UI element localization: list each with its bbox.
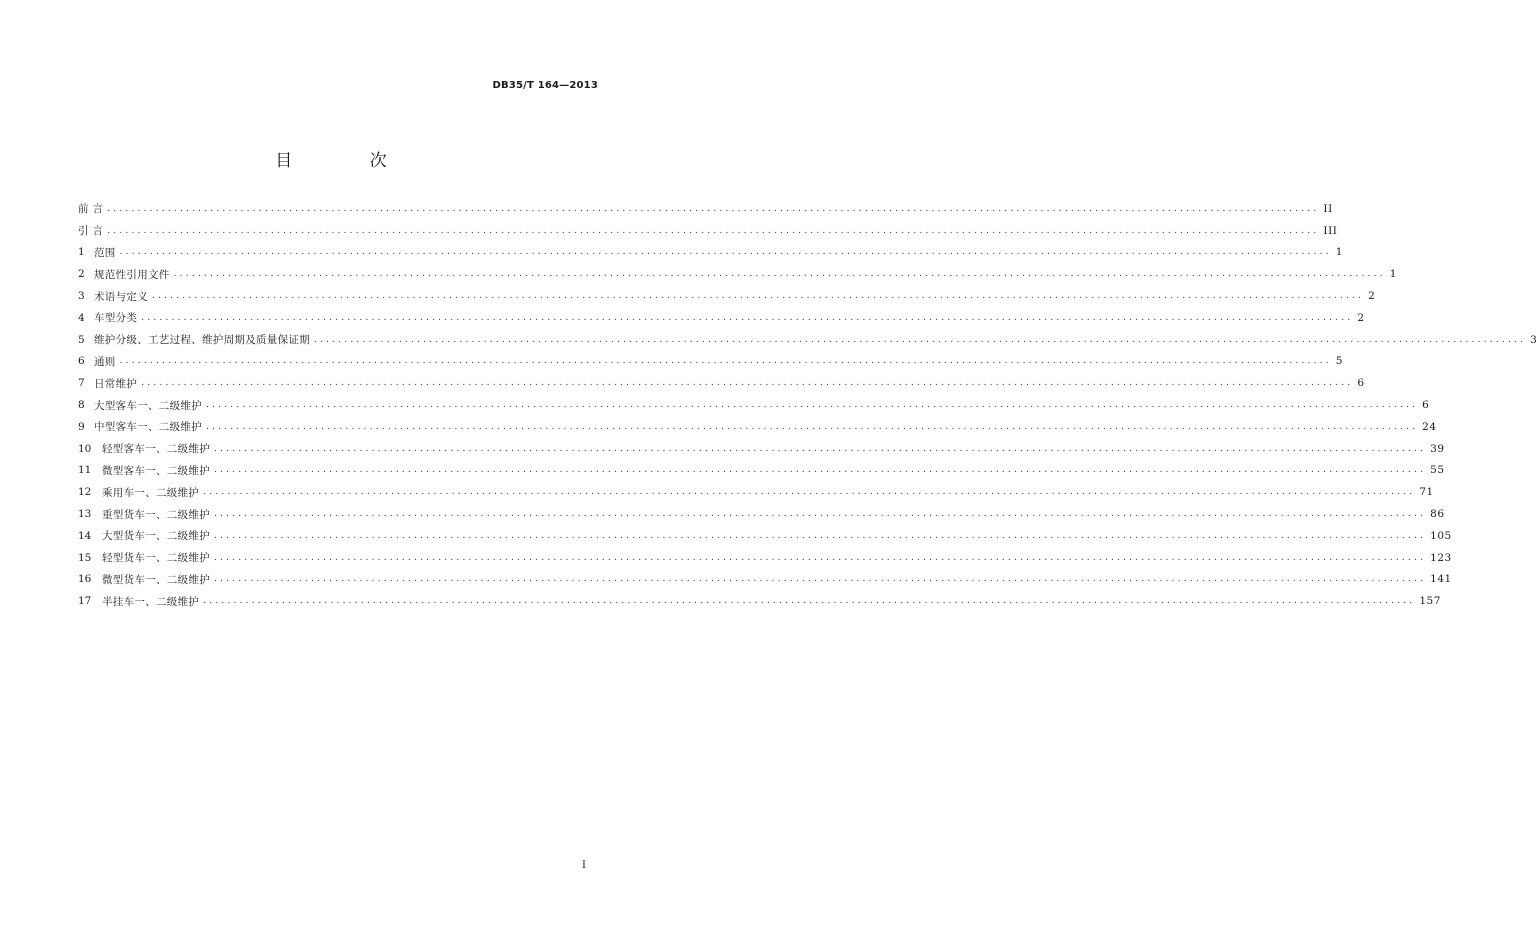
toc-leader-dots: ........................................................................................................................................................................................................ [119,356,1332,367]
toc-entry-2[interactable] [78,263,1397,285]
toc-leader-dots: ........................................................................................................................................................................................................ [214,509,1427,520]
toc-entry-label: 日常维护 [94,377,138,390]
toc-entry-page: 1 [1389,268,1397,281]
toc-entry-page: 6 [1422,399,1430,412]
toc-leader-dots: ........................................................................................................................................................................................................ [214,552,1427,563]
toc-entry-label: 维护分级、工艺过程、维护周期及质量保证期 [94,334,310,347]
toc-entry-page: 123 [1430,551,1452,564]
toc-entry-page: 2 [1357,311,1365,324]
toc-entry-13[interactable] [78,503,1445,525]
toc-leader-dots: ........................................................................................................................................................................................................ [214,530,1427,541]
toc-entry-number: 7 [78,377,85,390]
toc-entry-11[interactable] [78,460,1445,482]
toc-entry-label: 规范性引用文件 [94,268,170,281]
toc-entry-3[interactable] [78,285,1376,307]
toc-entry-number: 11 [78,464,92,477]
toc-entry-9[interactable] [78,416,1437,438]
toc-leader-dots: ........................................................................................................................................................................................................ [152,291,1365,302]
toc-entry-15[interactable] [78,547,1452,569]
toc-leader-dots: ........................................................................................................................................................................................................ [107,203,1320,214]
toc-leader-dots: ........................................................................................................................................................................................................ [206,421,1419,432]
toc-entry-label: 微型客车一、二级维护 [102,464,210,477]
toc-leader-dots: ........................................................................................................................................................................................................ [214,574,1427,585]
toc-entry-number: 3 [78,290,85,303]
toc-entry-label: 半挂车一、二级维护 [102,595,200,608]
toc-entry-label: 乘用车一、二级维护 [102,486,200,499]
toc-entry-1[interactable] [78,242,1343,264]
table-of-contents [78,198,1537,612]
toc-leader-dots: ........................................................................................................................................................................................................ [206,400,1419,411]
toc-entry-label: 轻型货车一、二级维护 [102,552,210,565]
toc-leader-dots: ........................................................................................................................................................................................................ [214,465,1427,476]
toc-entry-page: 3 [1530,333,1537,346]
toc-leader-dots: ........................................................................................................................................................................................................ [141,312,1354,323]
toc-leader-dots: ........................................................................................................................................................................................................ [214,443,1427,454]
toc-entry-page: 141 [1430,573,1452,586]
toc-entry-page: 24 [1422,420,1437,433]
toc-entry-introduction[interactable] [78,220,1338,242]
toc-entry-6[interactable] [78,351,1343,373]
toc-leader-dots: ........................................................................................................................................................................................................ [173,269,1386,280]
toc-entry-label: 术语与定义 [94,290,148,303]
toc-entry-number: 1 [78,246,85,259]
toc-entry-page: 105 [1430,529,1452,542]
toc-entry-number: 4 [78,311,85,324]
toc-entry-label: 前 言 [78,203,104,216]
toc-entry-number: 15 [78,551,92,564]
toc-entry-number: 14 [78,529,92,542]
toc-entry-label: 车型分类 [94,312,138,325]
toc-entry-number: 2 [78,268,85,281]
toc-entry-label: 轻型客车一、二级维护 [102,443,210,456]
toc-title: 目 次 [275,151,423,171]
toc-entry-number: 12 [78,486,92,499]
toc-entry-14[interactable] [78,525,1452,547]
toc-leader-dots: ........................................................................................................................................................................................................ [141,378,1354,389]
toc-entry-10[interactable] [78,438,1445,460]
toc-entry-page: 157 [1419,595,1441,608]
toc-entry-number: 17 [78,595,92,608]
toc-entry-17[interactable] [78,590,1441,612]
toc-entry-label: 大型客车一、二级维护 [94,399,202,412]
toc-entry-8[interactable] [78,394,1430,416]
toc-entry-label: 通则 [94,355,116,368]
toc-entry-7[interactable] [78,372,1365,394]
toc-entry-5[interactable] [78,329,1537,351]
document-code: DB35/T 164—2013 [492,80,598,91]
toc-entry-label: 范围 [94,246,116,259]
toc-entry-foreword[interactable] [78,198,1333,220]
toc-entry-page: II [1323,202,1333,215]
toc-entry-label: 微型货车一、二级维护 [102,573,210,586]
toc-leader-dots: ........................................................................................................................................................................................................ [314,334,1527,345]
toc-leader-dots: ........................................................................................................................................................................................................ [203,487,1416,498]
toc-entry-12[interactable] [78,481,1434,503]
toc-entry-label: 大型货车一、二级维护 [102,530,210,543]
toc-entry-label: 重型货车一、二级维护 [102,508,210,521]
toc-entry-page: 2 [1368,290,1376,303]
toc-entry-number: 6 [78,355,85,368]
toc-leader-dots: ........................................................................................................................................................................................................ [203,596,1416,607]
toc-entry-page: 39 [1430,442,1445,455]
toc-entry-label: 引 言 [78,225,104,238]
toc-entry-label: 中型客车一、二级维护 [94,421,202,434]
toc-entry-page: 6 [1357,377,1365,390]
toc-entry-number: 13 [78,508,92,521]
toc-entry-16[interactable] [78,569,1452,591]
toc-entry-page: 71 [1419,486,1434,499]
toc-leader-dots: ........................................................................................................................................................................................................ [107,225,1320,236]
toc-entry-page: III [1323,224,1338,237]
toc-entry-4[interactable] [78,307,1365,329]
toc-entry-number: 8 [78,399,85,412]
toc-entry-number: 16 [78,573,92,586]
toc-entry-number: 10 [78,442,92,455]
toc-leader-dots: ........................................................................................................................................................................................................ [119,247,1332,258]
toc-entry-page: 55 [1430,464,1445,477]
toc-entry-page: 86 [1430,508,1445,521]
toc-entry-page: 1 [1335,246,1343,259]
toc-entry-page: 5 [1335,355,1343,368]
toc-entry-number: 5 [78,333,85,346]
toc-entry-number: 9 [78,420,85,433]
page-number: I [582,860,586,871]
